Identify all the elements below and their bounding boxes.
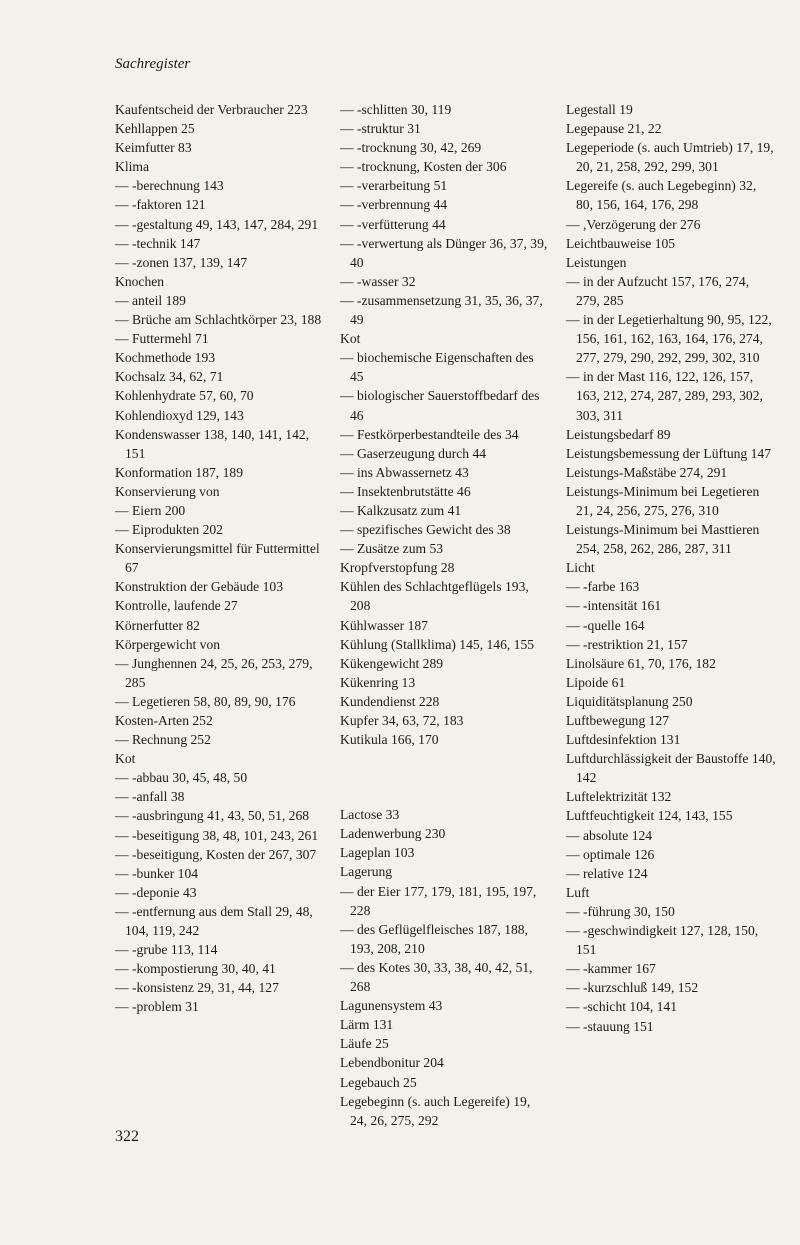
index-entry: — -intensität 161 [566,598,662,614]
index-entry: — -beseitigung, Kosten der 267, 307 [115,846,317,862]
index-entry: — Festkörperbestandteile des 34 [340,426,519,442]
index-entry: — -konsistenz 29, 31, 44, 127 [115,980,279,996]
index-entry: — des Geflügelfleisches 187, 188, 193, 208, 210 [340,921,529,956]
index-entry: — in der Mast 116, 122, 126, 157, 163, 212, 274, 287, 289, 293, 302, 303, 311 [566,369,763,423]
index-entry: Linolsäure 61, 70, 176, 182 [566,655,716,671]
index-entry: — Rechnung 252 [115,732,211,748]
index-entry: Läufe 25 [340,1036,389,1052]
index-entry: — -verfütterung 44 [340,216,446,232]
index-entry: — biochemische Eigenschaften des 45 [340,350,534,385]
index-entry: — Brüche am Schlachtkörper 23, 188 [115,312,322,328]
index-entry: — in der Legetierhaltung 90, 95, 122, 156, 161, 162, 163, 164, 176, 274, 277, 279, 290, 292, 299, 302, 310 [566,312,772,366]
index-entry: — -führung 30, 150 [566,903,675,919]
index-entry: — ins Abwassernetz 43 [340,464,469,480]
index-entry: Kaufentscheid der Verbraucher 223 [115,102,308,117]
index-entry: Liquiditätsplanung 250 [566,693,693,709]
index-entry: — -struktur 31 [340,121,421,137]
index-entry: — -verbrennung 44 [340,197,448,213]
section-gap [340,749,550,805]
page-number: 322 [115,1128,139,1145]
index-entry: — -beseitigung 38, 48, 101, 243, 261 [115,827,319,843]
index-entry: Konservierung von [115,483,220,499]
index-entry: — Kalkzusatz zum 41 [340,502,462,518]
index-entry: Lagunensystem 43 [340,998,443,1014]
index-entry: — -wasser 32 [340,273,416,289]
index-entry: — -zonen 137, 139, 147 [115,254,248,270]
index-entry: Lageplan 103 [340,845,415,861]
index-entry: Körpergewicht von [115,636,221,652]
index-entry: — -kurzschluß 149, 152 [566,980,699,996]
index-entry: — -restriktion 21, 157 [566,636,688,652]
index-entry: Luft [566,884,590,900]
index-entry: Leichtbauweise 105 [566,235,676,251]
index-entry: — Eiprodukten 202 [115,522,223,538]
index-entry: Kochmethode 193 [115,350,216,366]
index-entry: Leistungsbemessung der Lüftung 147 [566,445,772,461]
index-entry: — anteil 189 [115,292,186,308]
index-entry: — spezifisches Gewicht des 38 [340,522,511,538]
index-entry: — Junghennen 24, 25, 26, 253, 279, 285 [115,655,313,690]
index-entry: Knochen [115,273,165,289]
index-entry: Lagerung [340,864,393,880]
index-entry: Legereife (s. auch Legebeginn) 32, 80, 156, 164, 176, 298 [566,178,757,213]
index-entry: — -trocknung, Kosten der 306 [340,159,507,175]
index-entry: Lebendbonitur 204 [340,1055,444,1071]
index-entry: Kohlenhydrate 57, 60, 70 [115,388,254,404]
index-entry: — der Eier 177, 179, 181, 195, 197, 228 [340,883,537,918]
index-entry: — Zusätze zum 53 [340,541,444,557]
index-entry: Kutikula 166, 170 [340,732,439,748]
index-entry: Körnerfutter 82 [115,617,200,633]
index-entry: — Legetieren 58, 80, 89, 90, 176 [115,693,296,709]
index-entry: — -verwertung als Dünger 36, 37, 39, 40 [340,235,548,270]
index-entry: — -zusammensetzung 31, 35, 36, 37, 49 [340,292,543,328]
index-entry: — -abbau 30, 45, 48, 50 [115,770,248,786]
index-entry: — Insektenbrutstätte 46 [340,483,471,499]
index-entry: Legestall 19 [566,102,633,117]
index-entry: — in der Aufzucht 157, 176, 274, 279, 285 [566,273,750,308]
index-entry: Legepause 21, 22 [566,121,662,137]
index-entry: — -schicht 104, 141 [566,999,678,1015]
index-entry: Legebeginn (s. auch Legereife) 19, 24, 26, 275, 292 [340,1093,531,1128]
index-entry: — -geschwindigkeit 127, 128, 150, 151 [566,923,759,958]
index-entry: — -bunker 104 [115,865,199,881]
index-entry: Lactose 33 [340,807,400,823]
index-column-2 [340,100,550,1130]
index-entry: Kükenring 13 [340,674,416,690]
index-entry: Kupfer 34, 63, 72, 183 [340,713,464,728]
index-entry: Kühlung (Stallklima) 145, 146, 155 [340,636,535,652]
index-entry: Legebauch 25 [340,1074,417,1090]
running-header: Sachregister [115,56,191,72]
index-entry: Kundendienst 228 [340,693,440,709]
index-entry: Konformation 187, 189 [115,464,243,480]
index-entry: Luftdesinfektion 131 [566,732,681,748]
index-entry: — -anfall 38 [115,789,185,805]
index-entry: Leistungs-Minimum bei Masttieren 254, 258, 262, 286, 287, 311 [566,522,760,557]
index-column-3 [566,100,776,1036]
index-entry: Kükengewicht 289 [340,655,444,671]
index-entry: Luftdurchlässigkeit der Baustoffe 140, 142 [566,751,776,786]
index-entry: — biologischer Sauerstoffbedarf des 46 [340,388,540,423]
index-entry: Luftfeuchtigkeit 124, 143, 155 [566,808,733,824]
index-entry: Konstruktion der Gebäude 103 [115,579,283,595]
index-entry: — Gaserzeugung durch 44 [340,445,487,461]
index-entry: — -ausbringung 41, 43, 50, 51, 268 [115,808,310,824]
index-entry: Klima [115,159,149,175]
index-entry: — -schlitten 30, 119 [340,102,452,117]
index-entry: Kot [340,331,361,347]
index-entry: Leistungs-Minimum bei Legetieren 21, 24, 256, 275, 276, 310 [566,483,760,518]
index-entry: — absolute 124 [566,827,653,843]
index-entry: — -deponie 43 [115,884,197,900]
index-entry: Kropfverstopfung 28 [340,560,455,576]
index-entry: Kochsalz 34, 62, 71 [115,369,224,385]
index-entry: — des Kotes 30, 33, 38, 40, 42, 51, 268 [340,959,533,995]
index-entry: Kosten-Arten 252 [115,713,213,728]
index-entry: Lärm 131 [340,1017,394,1033]
index-entry: Ladenwerbung 230 [340,826,446,842]
index-entry: — -stauung 151 [566,1018,654,1034]
index-entry: — -kompostierung 30, 40, 41 [115,961,276,977]
index-entry: Keimfutter 83 [115,140,192,156]
index-entry: — -gestaltung 49, 143, 147, 284, 291 [115,216,319,232]
index-entry: — Futtermehl 71 [115,331,209,347]
index-entry: — -quelle 164 [566,617,645,633]
index-entry: Kohlendioxyd 129, 143 [115,407,244,423]
index-entry: — -technik 147 [115,235,201,251]
index-entry: Leistungs-Maßstäbe 274, 291 [566,464,728,480]
index-entry: Leistungsbedarf 89 [566,426,671,442]
index-entry: Konservierungsmittel für Futtermittel 67 [115,541,320,576]
index-entry: Leistungen [566,254,627,270]
index-entry: — -trocknung 30, 42, 269 [340,140,482,156]
index-entry: Lipoide 61 [566,674,626,690]
index-entry: — -entfernung aus dem Stall 29, 48, 104, 119, 242 [115,903,313,939]
index-entry: — ,Verzögerung der 276 [566,216,701,232]
index-entry: Licht [566,560,595,576]
index-entry: Kühlen des Schlachtgeflügels 193, 208 [340,579,529,614]
index-entry: Kondenswasser 138, 140, 141, 142, 151 [115,426,310,461]
index-entry: Kontrolle, laufende 27 [115,598,238,614]
index-entry: Kot [115,751,136,767]
index-entry: — optimale 126 [566,846,655,862]
index-entry: — -berechnung 143 [115,178,224,194]
index-entry: — relative 124 [566,865,648,881]
index-entry: — -faktoren 121 [115,197,206,213]
index-entry: — Eiern 200 [115,502,186,518]
index-column-1 [115,100,325,1017]
index-entry: — -verarbeitung 51 [340,178,448,194]
index-entry: Legeperiode (s. auch Umtrieb) 17, 19, 20, 21, 258, 292, 299, 301 [566,140,774,175]
index-entry: Luftbewegung 127 [566,713,670,728]
index-entry: — -grube 113, 114 [115,942,218,958]
index-entry: Luftelektrizität 132 [566,789,672,805]
index-entry: — -farbe 163 [566,579,640,595]
index-entry: Kehllappen 25 [115,121,195,137]
index-entry: — -kammer 167 [566,961,656,977]
index-entry: — -problem 31 [115,999,199,1015]
index-entry: Kühlwasser 187 [340,617,428,633]
